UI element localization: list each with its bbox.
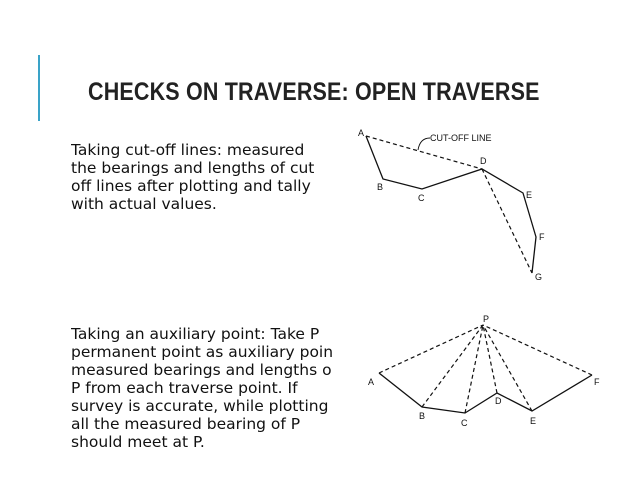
point-label-e: E <box>526 190 533 200</box>
point-label-d: D <box>480 156 487 166</box>
text-line: measured bearings and lengths o <box>71 361 332 379</box>
point-label-b: B <box>419 411 426 421</box>
point-label-e: E <box>530 416 537 426</box>
auxiliary-point-paragraph <box>71 325 363 451</box>
ray-d-p <box>483 325 497 393</box>
point-label-f: F <box>539 232 545 242</box>
point-label-d: D <box>495 396 502 406</box>
cutoff-label-leader <box>418 138 430 150</box>
point-label-c: C <box>418 193 425 203</box>
accent-bar <box>38 55 40 121</box>
cutoff-line-label: CUT-OFF LINE <box>430 133 492 143</box>
text-line: survey is accurate, while plotting <box>71 397 329 415</box>
ray-a-p <box>379 325 483 373</box>
text-line: permanent point as auxiliary poin <box>71 343 334 361</box>
traverse-line <box>366 136 536 273</box>
point-label-f: F <box>594 377 600 387</box>
point-label-p: P <box>483 314 490 324</box>
point-label-g: G <box>535 272 543 282</box>
ray-f-p <box>483 325 592 375</box>
ray-b-p <box>422 325 483 407</box>
text-line: Taking cut-off lines: measured <box>71 141 305 159</box>
auxiliary-point-diagram <box>355 305 605 430</box>
point-label-a: A <box>358 128 365 138</box>
point-label-a: A <box>368 377 375 387</box>
cutoff-line-diagram <box>340 124 565 284</box>
ray-c-p <box>465 325 483 413</box>
text-line: all the measured bearing of P <box>71 415 301 433</box>
text-line: should meet at P. <box>71 433 205 451</box>
text-line: P from each traverse point. If <box>71 379 298 397</box>
text-line: the bearings and lengths of cut <box>71 159 315 177</box>
point-label-c: C <box>461 418 468 428</box>
slide-title: CHECKS ON TRAVERSE: OPEN TRAVERSE <box>88 78 540 106</box>
text-line: off lines after plotting and tally <box>71 177 311 195</box>
cutoff-lines-paragraph <box>71 141 339 213</box>
text-line: with actual values. <box>71 195 217 213</box>
cutoff-line-d-g <box>482 169 532 273</box>
text-line: Taking an auxiliary point: Take P <box>71 325 320 343</box>
point-label-b: B <box>377 182 384 192</box>
traverse-line <box>379 373 592 413</box>
